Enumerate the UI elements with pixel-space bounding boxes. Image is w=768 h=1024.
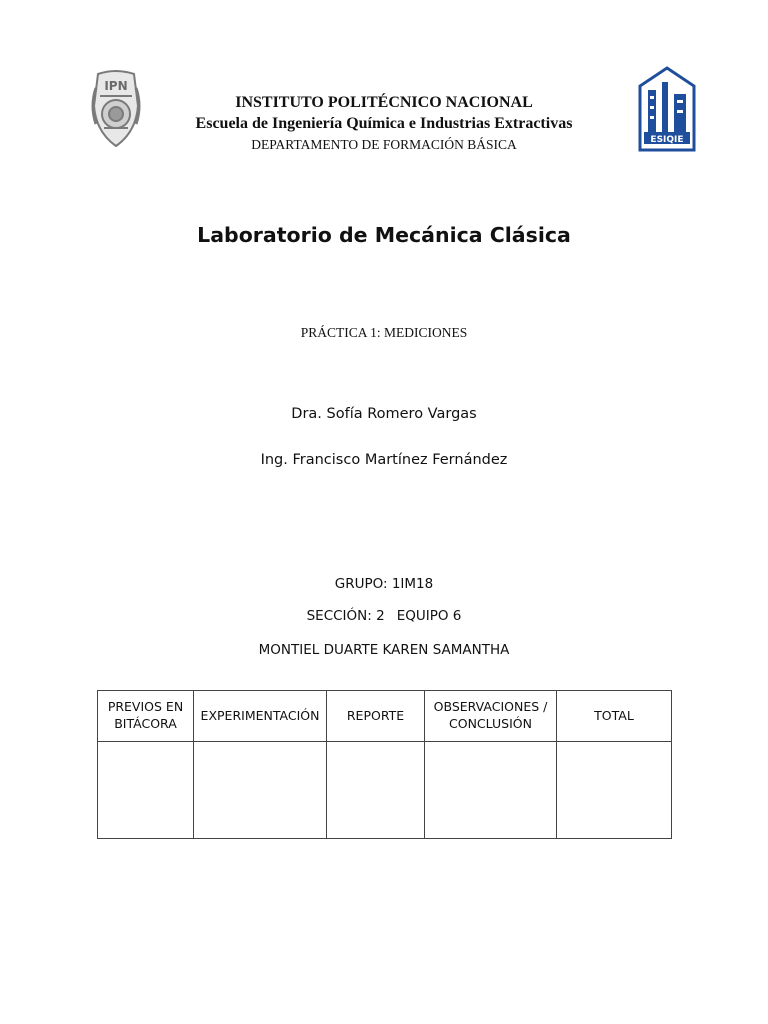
practice-title: PRÁCTICA 1: MEDICIONES <box>300 325 468 340</box>
teacher-name: Ing. Francisco Martínez Fernández <box>260 452 508 468</box>
school-name: Escuela de Ingeniería Química e Industrias Extractivas <box>195 115 573 132</box>
table-row <box>98 742 672 839</box>
student-name: MONTIEL DUARTE KAREN SAMANTHA <box>258 642 510 658</box>
group-label: GRUPO: 1IM18 <box>334 576 434 592</box>
department-name: DEPARTAMENTO DE FORMACIÓN BÁSICA <box>251 137 517 152</box>
column-header: EXPERIMENTACIÓN <box>194 691 327 742</box>
table-cell <box>425 742 557 839</box>
institution-name: INSTITUTO POLITÉCNICO NACIONAL <box>235 94 533 111</box>
svg-text:ESIQIE: ESIQIE <box>650 135 684 145</box>
column-header: TOTAL <box>557 691 672 742</box>
lab-title: Laboratorio de Mecánica Clásica <box>197 223 571 247</box>
section-label: SECCIÓN: 2 <box>306 608 385 624</box>
document-header <box>0 0 768 170</box>
team-label: EQUIPO 6 <box>396 608 462 624</box>
table-cell <box>194 742 327 839</box>
section-team-line <box>0 608 768 624</box>
column-header: REPORTE <box>327 691 425 742</box>
table-cell <box>98 742 194 839</box>
table-cell <box>327 742 425 839</box>
grades-table <box>97 690 672 839</box>
table-cell <box>557 742 672 839</box>
teacher-name: Dra. Sofía Romero Vargas <box>291 406 477 422</box>
esiqie-logo-icon <box>636 66 698 152</box>
column-header: OBSERVACIONES / CONCLUSIÓN <box>425 691 557 742</box>
column-header: PREVIOS EN BITÁCORA <box>98 691 194 742</box>
table-header-row <box>98 691 672 742</box>
svg-text:IPN: IPN <box>104 79 128 93</box>
